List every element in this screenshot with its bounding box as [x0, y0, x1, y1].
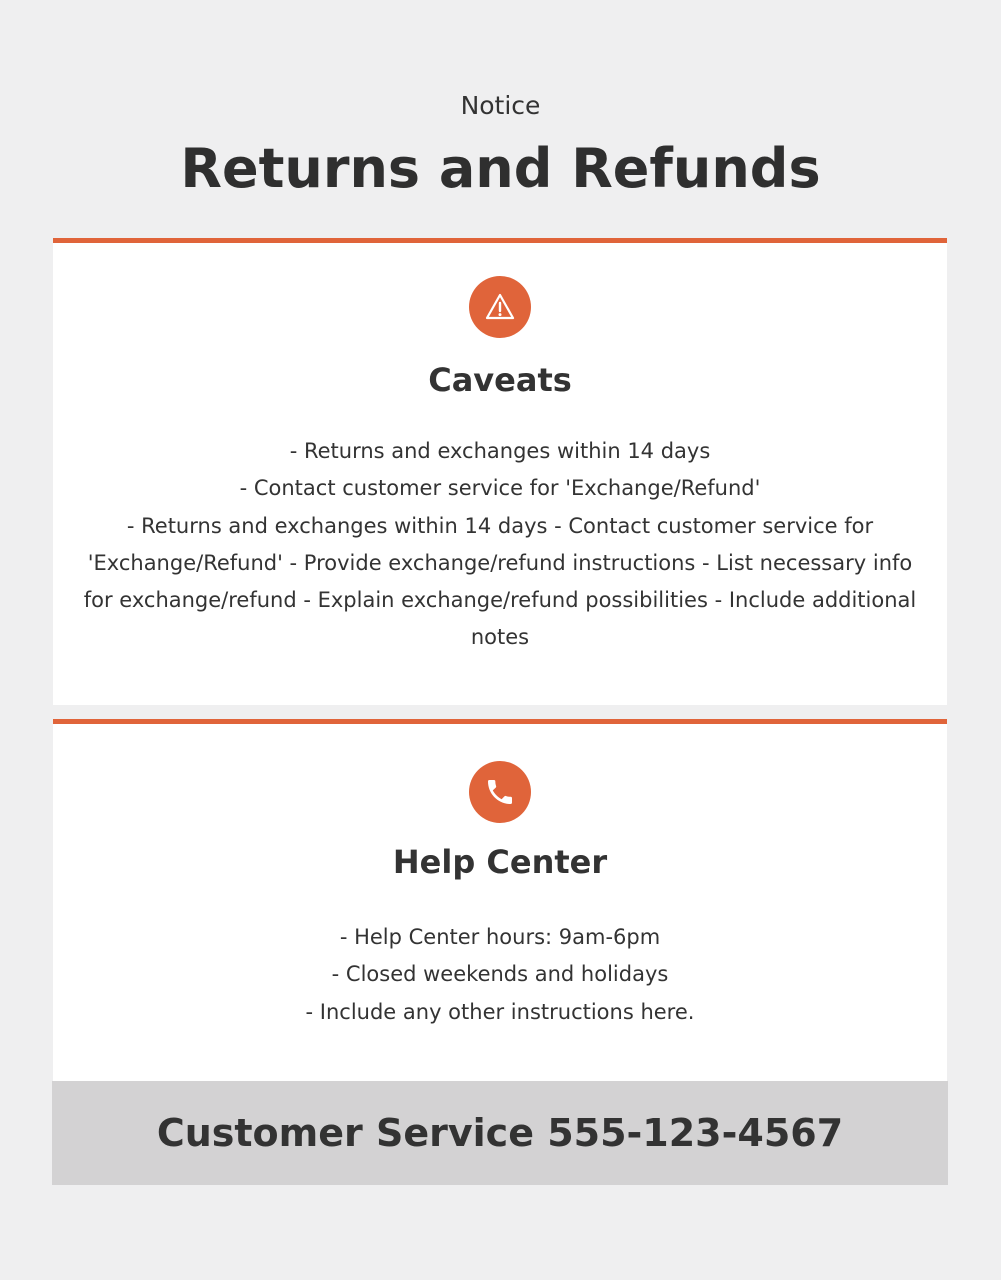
help-center-line: - Include any other instructions here.: [305, 999, 695, 1024]
caveats-line: - Contact customer service for 'Exchange/Refund': [239, 476, 761, 501]
caveats-line: - Returns and exchanges within 14 days: [289, 439, 711, 463]
caveats-list: [73, 433, 927, 657]
help-center-line: - Closed weekends and holidays: [331, 962, 669, 987]
notice-label: Notice: [460, 91, 541, 120]
phone-icon: [469, 761, 531, 823]
customer-service-bar: [52, 1081, 948, 1185]
help-center-list: [73, 919, 927, 1031]
warning-triangle-icon: [469, 276, 531, 338]
caveats-line: - Returns and exchanges within 14 days - Contact customer service for 'Exchange/Refund' - Provide exchange/refund instructions - List necessary info for exchange/refund - Explain exchange/refund possibilities - Include additional notes: [83, 513, 917, 650]
help-center-card: [53, 719, 947, 1081]
help-center-heading: Help Center: [392, 843, 608, 881]
caveats-heading: Caveats: [428, 361, 572, 399]
help-center-line: - Help Center hours: 9am-6pm: [339, 925, 661, 949]
customer-service-phone: Customer Service 555-123-4567: [156, 1111, 844, 1155]
page-title: Returns and Refunds: [180, 137, 821, 200]
caveats-card: [53, 238, 947, 705]
